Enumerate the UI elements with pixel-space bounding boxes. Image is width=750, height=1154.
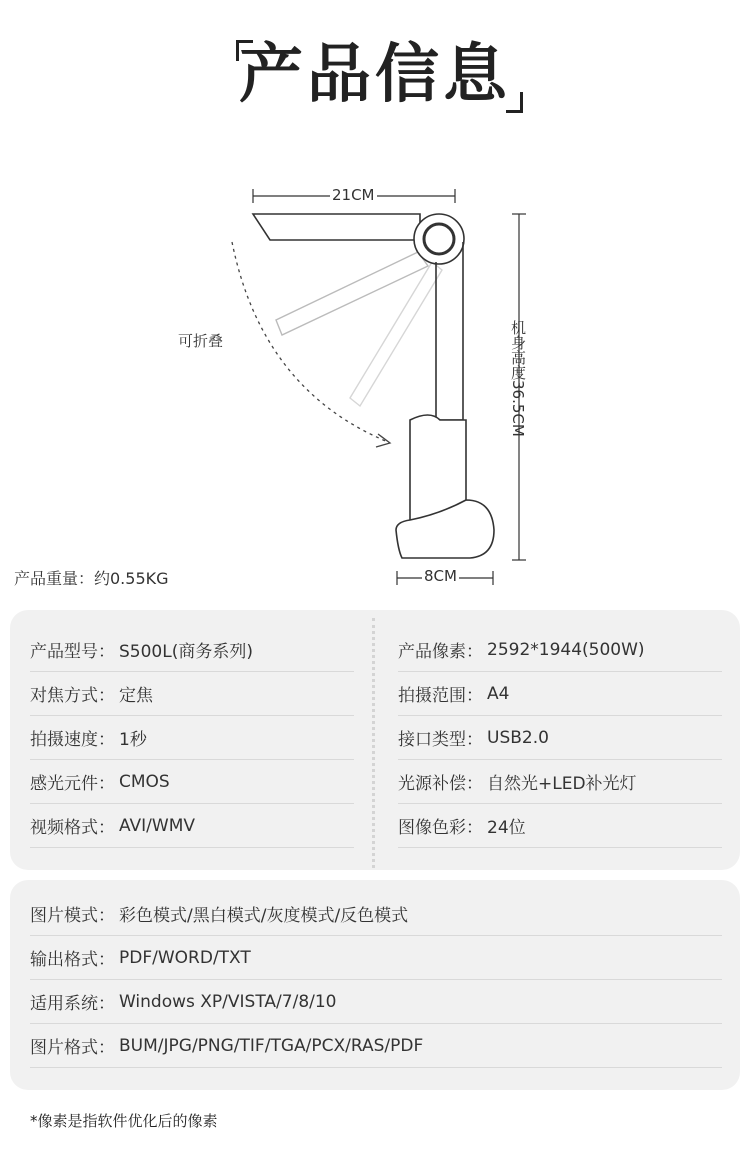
spec-value: A4 — [487, 683, 510, 704]
spec-key: 图像色彩： — [398, 818, 483, 838]
spec-column-wide — [30, 892, 722, 1068]
spec-value: 自然光+LED补光灯 — [487, 774, 637, 794]
fold-arc — [232, 242, 388, 442]
spec-key: 适用系统： — [30, 994, 115, 1014]
spec-key: 图片模式： — [30, 906, 115, 926]
spec-row — [30, 936, 722, 980]
height-label: 机身高度36.5CM — [509, 320, 527, 437]
spec-key: 感光元件： — [30, 774, 115, 794]
title-bracket-right — [506, 92, 523, 113]
folded-arm-ghost-2 — [350, 262, 442, 406]
width-label: 21CM — [332, 186, 375, 204]
spec-value: USB2.0 — [487, 727, 549, 748]
scanner-illustration — [0, 170, 750, 600]
spec-value: Windows XP/VISTA/7/8/10 — [119, 991, 337, 1012]
spec-row — [398, 804, 722, 848]
spec-panel-primary — [10, 610, 740, 870]
spec-value: 定焦 — [119, 686, 153, 706]
product-diagram — [0, 170, 750, 600]
spec-key: 拍摄范围： — [398, 686, 483, 706]
weight-label: 产品重量：约0.55KG — [14, 569, 169, 588]
page-title-area — [0, 30, 750, 120]
spec-row — [398, 628, 722, 672]
spec-value: 2592*1944(500W) — [487, 639, 645, 660]
scanner-arm — [253, 214, 420, 240]
spec-value: S500L(商务系列) — [119, 642, 253, 662]
page-title: 产品信息 — [239, 38, 511, 112]
spec-row — [398, 716, 722, 760]
spec-value: CMOS — [119, 771, 170, 792]
spec-panel-secondary — [10, 880, 740, 1090]
camera-lens — [424, 224, 454, 254]
spec-value: 24位 — [487, 818, 526, 838]
folded-arm-ghost-1 — [276, 252, 428, 335]
spec-key: 图片格式： — [30, 1038, 115, 1058]
spec-column-right — [398, 628, 722, 848]
spec-key: 输出格式： — [30, 950, 115, 970]
spec-value: PDF/WORD/TXT — [119, 947, 251, 968]
spec-value: 1秒 — [119, 730, 147, 750]
title-bracket-left — [236, 40, 253, 61]
spec-key: 产品像素： — [398, 642, 483, 662]
foldable-label: 可折叠 — [178, 332, 224, 350]
spec-key: 接口类型： — [398, 730, 483, 750]
spec-row — [30, 716, 354, 760]
spec-row — [30, 628, 354, 672]
spec-key: 光源补偿： — [398, 774, 483, 794]
spec-row — [30, 672, 354, 716]
spec-row — [30, 760, 354, 804]
spec-row — [30, 1024, 722, 1068]
spec-column-left — [30, 628, 354, 848]
column-divider — [372, 618, 375, 868]
spec-key: 产品型号： — [30, 642, 115, 662]
spec-row — [30, 892, 722, 936]
spec-row — [398, 672, 722, 716]
spec-key: 对焦方式： — [30, 686, 115, 706]
spec-value: 彩色模式/黑白模式/灰度模式/反色模式 — [119, 906, 409, 926]
spec-row — [398, 760, 722, 804]
base-width-label: 8CM — [424, 567, 457, 585]
spec-value: AVI/WMV — [119, 815, 196, 836]
spec-key: 拍摄速度： — [30, 730, 115, 750]
spec-value: BUM/JPG/PNG/TIF/TGA/PCX/RAS/PDF — [119, 1035, 424, 1056]
spec-row — [30, 980, 722, 1024]
footnote: *像素是指软件优化后的像素 — [30, 1112, 218, 1130]
spec-key: 视频格式： — [30, 818, 115, 838]
spec-row — [30, 804, 354, 848]
